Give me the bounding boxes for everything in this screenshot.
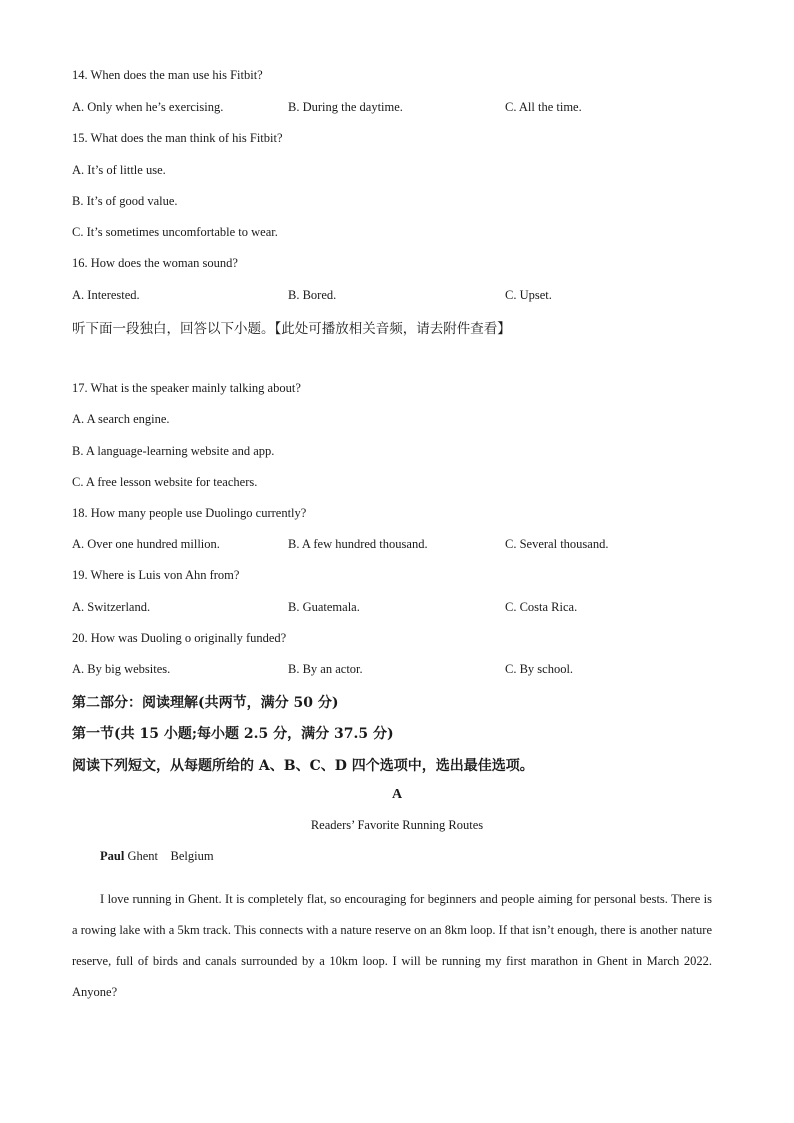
question-17-option-c: C. A free lesson website for teachers. xyxy=(72,475,258,489)
question-15-option-a: A. It’s of little use. xyxy=(72,163,166,177)
question-20-stem: 20. How was Duoling o originally funded? xyxy=(72,631,287,645)
passage-paragraph: I love running in Ghent. It is completely flat, so encouraging for beginners and people aiming for personal bests. There is a rowing lake with a 5km track. This connects with a nature reserve on an 8km loop. If that isn’t enough, there is another nature reserve, full of birds and canals surrounded by a 10km loop. I will be running my first marathon in Ghent in March 2022. Anyone? xyxy=(72,892,712,999)
question-16-option-b: B. Bored. xyxy=(288,288,337,302)
question-19-option-a: A. Switzerland. xyxy=(72,600,151,614)
question-20-option-c: C. By school. xyxy=(505,662,574,676)
question-19-stem: 19. Where is Luis von Ahn from? xyxy=(72,568,240,582)
question-14-stem: 14. When does the man use his Fitbit? xyxy=(72,68,263,82)
question-18-option-a: A. Over one hundred million. xyxy=(72,537,220,551)
question-16-stem: 16. How does the woman sound? xyxy=(72,256,238,270)
reading-instruction: 阅读下列短文，从每题所给的 A、B、C、D 四个选项中，选出最佳选项。 xyxy=(72,758,534,774)
question-20-option-a: A. By big websites. xyxy=(72,662,171,676)
question-14-option-a: A. Only when he’s exercising. xyxy=(72,100,224,114)
question-16-option-a: A. Interested. xyxy=(72,288,140,302)
question-17-option-a: A. A search engine. xyxy=(72,412,170,426)
section1-heading: 第一节(共 15 小题;每小题 2.5 分，满分 37.5 分) xyxy=(72,726,394,742)
question-17-stem: 17. What is the speaker mainly talking about? xyxy=(72,381,301,395)
part2-heading: 第二部分：阅读理解(共两节，满分 50 分) xyxy=(72,695,339,711)
author-name: Paul xyxy=(100,849,125,863)
author-line xyxy=(100,849,214,864)
question-17-option-b: B. A language-learning website and app. xyxy=(72,444,275,458)
question-15-option-b: B. It’s of good value. xyxy=(72,194,178,208)
question-19-option-b: B. Guatemala. xyxy=(288,600,360,614)
question-16-option-c: C. Upset. xyxy=(505,288,552,302)
question-15-option-c: C. It’s sometimes uncomfortable to wear. xyxy=(72,225,278,239)
passage-title: Readers’ Favorite Running Routes xyxy=(310,818,484,832)
question-18-stem: 18. How many people use Duolingo currently? xyxy=(72,506,307,520)
question-19-option-c: C. Costa Rica. xyxy=(505,600,578,614)
question-18-option-b: B. A few hundred thousand. xyxy=(288,537,428,551)
question-18-option-c: C. Several thousand. xyxy=(505,537,609,551)
passage-letter: A xyxy=(391,787,403,802)
question-14-option-b: B. During the daytime. xyxy=(288,100,403,114)
question-15-stem: 15. What does the man think of his Fitbit? xyxy=(72,131,283,145)
author-location: Ghent Belgium xyxy=(127,849,214,863)
audio-instruction: 听下面一段独白，回答以下小题。【此处可播放相关音频，请去附件查看】 xyxy=(72,321,511,337)
question-20-option-b: B. By an actor. xyxy=(288,662,363,676)
question-14-option-c: C. All the time. xyxy=(505,100,582,114)
